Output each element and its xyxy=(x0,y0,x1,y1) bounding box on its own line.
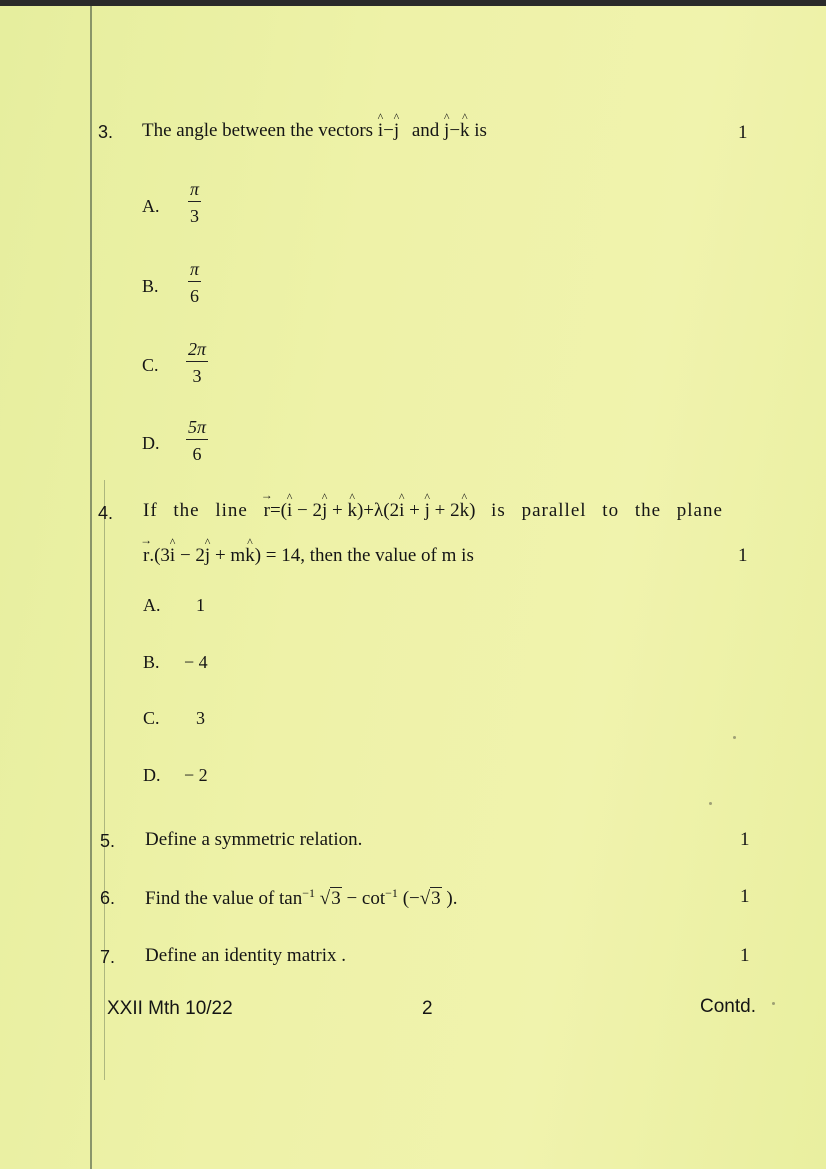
option-value: 3 xyxy=(196,708,205,728)
option-label: A. xyxy=(142,196,160,216)
question-text-line1: If the line → r=(^ i − 2^ j + ^ k)+λ(2^ i + ^ j + 2^ k) is parallel to the plane xyxy=(143,500,723,522)
margin-line xyxy=(90,6,92,1169)
option-value: − 4 xyxy=(184,652,208,672)
option-label: D. xyxy=(143,765,161,785)
option-label: C. xyxy=(143,708,160,728)
paper-speck xyxy=(709,802,712,805)
margin-line-inner xyxy=(104,480,105,1080)
option-label: B. xyxy=(142,276,159,296)
marks: 1 xyxy=(738,545,748,566)
option-label: B. xyxy=(143,652,160,672)
option-value: − 2 xyxy=(184,765,208,785)
marks: 1 xyxy=(740,829,750,850)
marks: 1 xyxy=(738,122,748,143)
option-label: D. xyxy=(142,433,160,453)
option-label: C. xyxy=(142,355,159,375)
option-label: A. xyxy=(143,595,161,615)
footer-page-number: 2 xyxy=(422,998,433,1019)
question-text: Find the value of $\tan^{-1} √3 - \cot^{-1} (-√3$ ). xyxy=(145,886,458,909)
option-fraction: $\frac{5\pi}{6}$ xyxy=(188,417,207,464)
option-fraction: $\frac{2\pi}{3}$ xyxy=(188,339,207,386)
marks: 1 xyxy=(740,886,750,907)
question-number: 6. xyxy=(100,888,116,908)
paper-speck xyxy=(772,1002,775,1005)
paper-speck xyxy=(733,736,736,739)
option-fraction: $\frac{\pi}{6}$ xyxy=(190,259,200,306)
option-fraction: $\frac{\pi}{3}$ xyxy=(190,179,200,226)
question-number: 5. xyxy=(100,831,116,851)
top-edge-bar xyxy=(0,0,826,6)
question-text-line2: → r.(3^ i − 2^ j + m^ k) = 14, then the value of m is xyxy=(143,545,474,567)
question-number: 3. xyxy=(98,122,114,142)
question-text: Define a symmetric relation. xyxy=(145,829,363,850)
question-number: 4. xyxy=(98,503,114,523)
option-value: 1 xyxy=(196,595,205,615)
question-text: The angle between the vectors ^ i−^ j and ^ j−^ k is xyxy=(142,120,487,142)
question-text: Define an identity matrix . xyxy=(145,945,347,966)
footer-contd: Contd. xyxy=(700,996,756,1017)
footer-paper-code: XXII Mth 10/22 xyxy=(107,998,233,1019)
question-number: 7. xyxy=(100,947,116,967)
marks: 1 xyxy=(740,945,750,966)
